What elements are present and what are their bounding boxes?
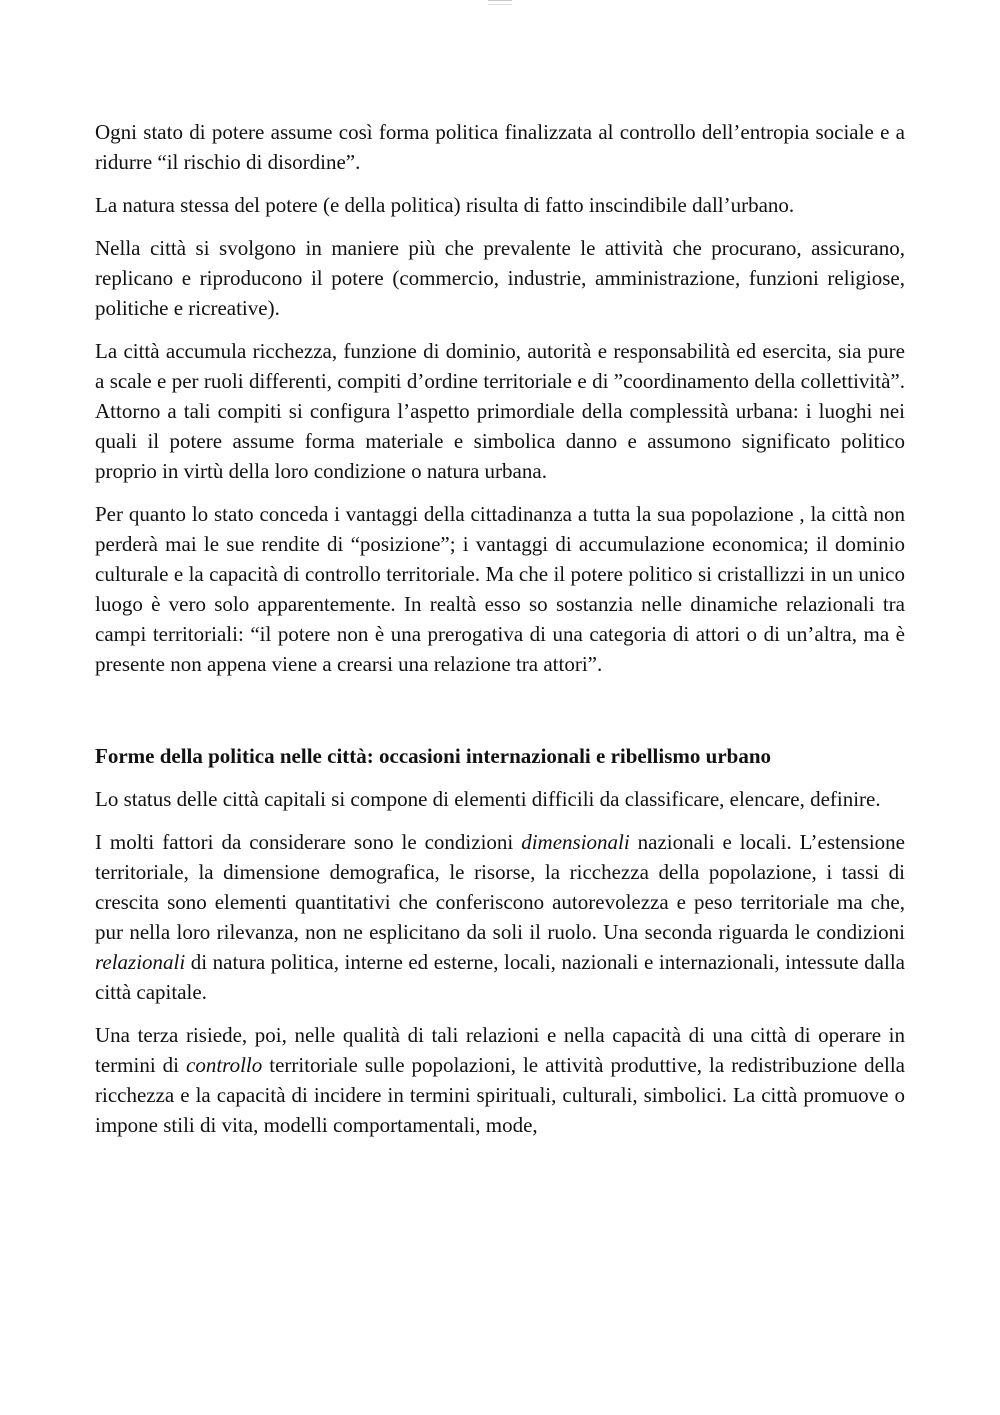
paragraph-factors	[95, 827, 905, 1007]
text-segment: I molti fattori da considerare sono le condizioni	[95, 830, 522, 854]
text-segment: nazionali e locali. L’estensione territoriale, la dimensione demografica, le risorse, la ricchezza della popolazione, i tassi di crescita sono elementi quantitativi che conferiscono autorevolezza e peso territoriale ma che, pur nella loro rilevanza, non ne esplicitano da soli il ruolo. Una seconda riguarda le condizioni	[95, 830, 905, 944]
text-segment: di natura politica, interne ed esterne, locali, nazionali e internazionali, intessute dalla città capitale.	[95, 950, 905, 1004]
paragraph-city-activities: Nella città si svolgono in maniere più che prevalente le attività che procurano, assicurano, replicano e riproducono il potere (commercio, industrie, amministrazione, funzioni religiose, politiche e ricreative).	[95, 236, 905, 320]
emphasis-relazionali: relazionali	[95, 950, 186, 974]
emphasis-controllo: controllo	[186, 1053, 263, 1077]
paragraph-citizenship: Per quanto lo stato conceda i vantaggi della cittadinanza a tutta la sua popolazione , la città non perderà mai le sue rendite di “posizione”; i vantaggi di accumulazione economica; il dominio culturale e la capacità di controllo territoriale. Ma che il potere politico si cristallizzi in un unico luogo è vero solo apparentemente. In realtà esso so sostanzia nelle dinamiche relazionali tra campi territoriali: “il potere non è una prerogativa di una categoria di attori o di un’altra, ma è presente non appena viene a crearsi una relazione tra attori”.	[95, 502, 905, 676]
section-heading: Forme della politica nelle città: occasioni internazionali e ribellismo urbano	[95, 744, 771, 768]
paragraph-power-nature: La natura stessa del potere (e della politica) risulta di fatto inscindibile dall’urbano.	[95, 193, 795, 217]
paragraph-third-factor	[95, 1020, 905, 1140]
document-body	[95, 117, 905, 1153]
paragraph-city-accumulates: La città accumula ricchezza, funzione di dominio, autorità e responsabilità ed esercita, sia pure a scale e per ruoli differenti, compiti d’ordine territoriale e di ”coordinamento della collettività”. Attorno a tali compiti si configura l’aspetto primordiale della complessità urbana: i luoghi nei quali il potere assume forma materiale e simbolica danno e assumono significato politico proprio in virtù della loro condizione o natura urbana.	[95, 339, 905, 483]
text-segment: territoriale sulle popolazioni, le attività produttive, la redistribuzione della ricchezza e la capacità di incidere in termini spirituali, culturali, simbolici. La città promuove o impone stili di vita, modelli comportamentali, mode,	[95, 1053, 905, 1137]
text-segment: Una terza risiede, poi, nelle qualità di tali relazioni e nella capacità di una città di operare in termini di	[95, 1023, 905, 1077]
page-header-mark	[488, 0, 512, 5]
emphasis-dimensionali: dimensionali	[521, 830, 630, 854]
paragraph-power-form: Ogni stato di potere assume così forma politica finalizzata al controllo dell’entropia sociale e a ridurre “il rischio di disordine”.	[95, 120, 905, 174]
paragraph-status: Lo status delle città capitali si compone di elementi difficili da classificare, elencare, definire.	[95, 787, 881, 811]
